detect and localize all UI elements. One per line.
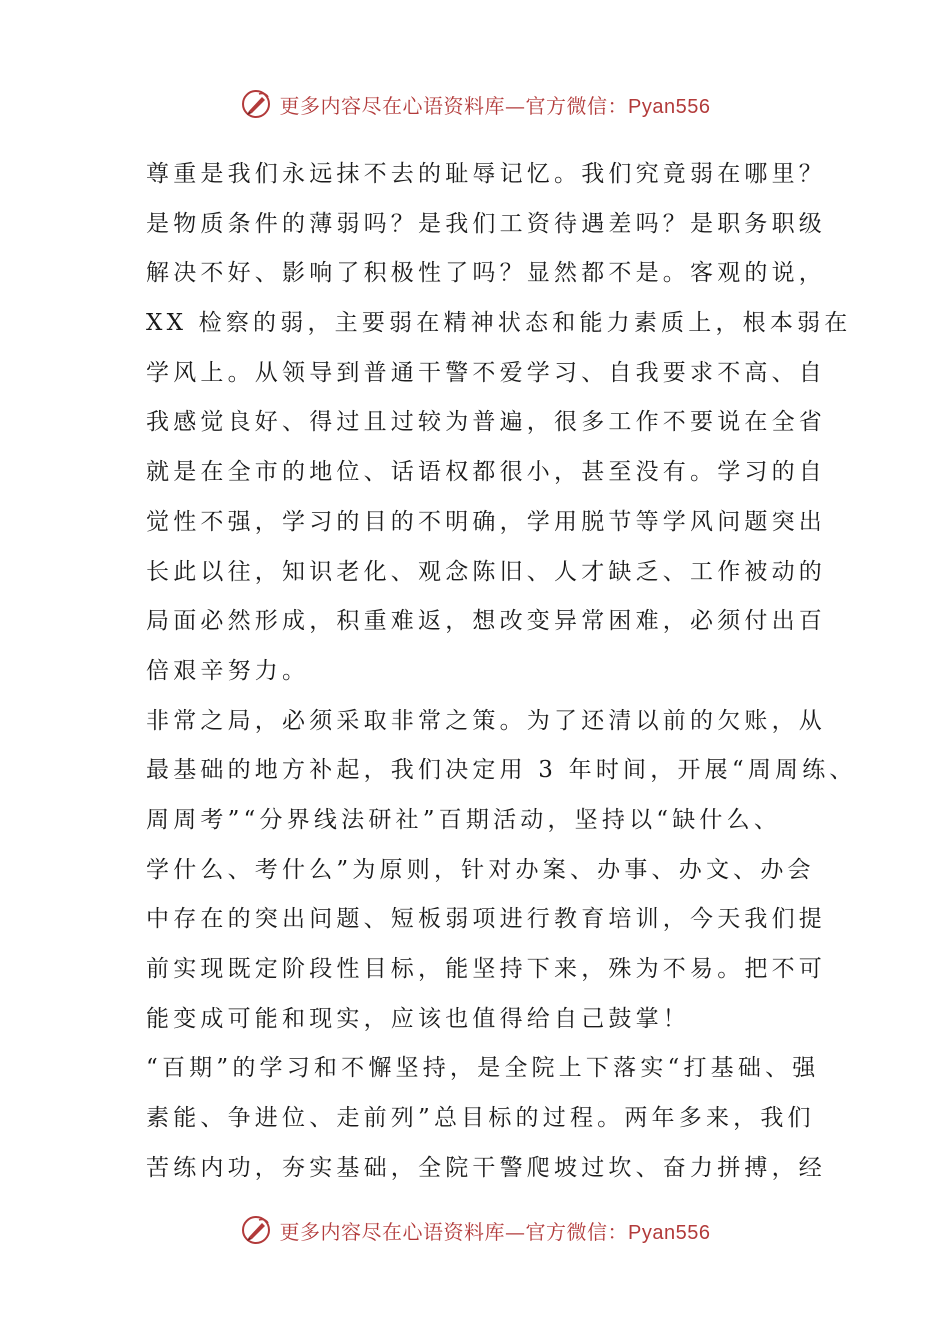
body-line: 素能、争进位、走前列”总目标的过程。两年多来，我们: [146, 1105, 815, 1132]
body-line: 非常之局，必须采取非常之策。为了还清以前的欠账，从: [146, 707, 826, 734]
body-line: XX 检察的弱，主要弱在精神状态和能力素质上，根本弱在: [146, 310, 852, 337]
body-line: 尊重是我们永远抹不去的耻辱记忆。我们究竟弱在哪里？: [146, 161, 826, 187]
pen-logo-icon: [240, 1214, 272, 1246]
body-line: 最基础的地方补起，我们决定用 3 年时间，开展“周周练、: [146, 757, 857, 784]
body-line: 中存在的突出问题、短板弱项进行教育培训，今天我们提: [146, 906, 826, 933]
body-line: 我感觉良好、得过且过较为普遍，很多工作不要说在全省: [146, 409, 826, 436]
body-line: 学什么、考什么”为原则，针对办案、办事、办文、办会: [146, 856, 815, 883]
header-wechat-id: Pyan556: [628, 95, 711, 118]
body-line: 解决不好、影响了积极性了吗？显然都不是。客观的说，: [146, 260, 826, 287]
footer-banner-text: [280, 1216, 711, 1245]
body-line: 就是在全市的地位、话语权都很小，甚至没有。学习的自: [146, 459, 826, 486]
footer-wechat-id: Pyan556: [628, 1221, 711, 1244]
header-banner-label: 更多内容尽在心语资料库—官方微信：: [279, 93, 629, 118]
header-watermark-banner: [0, 84, 950, 124]
body-line: 长此以往，知识老化、观念陈旧、人才缺乏、工作被动的: [146, 558, 826, 585]
footer-watermark-banner: [0, 1210, 950, 1250]
body-line: 前实现既定阶段性目标，能坚持下来，殊为不易。把不可: [146, 956, 826, 982]
header-banner-text: [280, 90, 711, 119]
body-line: 局面必然形成，积重难返，想改变异常困难，必须付出百: [146, 608, 826, 635]
body-line: “百期”的学习和不懈坚持，是全院上下落实“打基础、强: [146, 1055, 820, 1082]
body-line: 倍艰辛努力。: [146, 657, 310, 684]
body-line: 能变成可能和现实，应该也值得给自己鼓掌！: [146, 1005, 690, 1032]
document-body: [146, 150, 857, 1193]
footer-banner-label: 更多内容尽在心语资料库—官方微信：: [279, 1219, 629, 1244]
body-line: 学风上。从领导到普通干警不爱学习、自我要求不高、自: [146, 359, 826, 386]
body-line: 是物质条件的薄弱吗？是我们工资待遇差吗？是职务职级: [146, 210, 826, 237]
body-line: 周周考”“分界线法研社”百期活动，坚持以“缺什么、: [146, 806, 782, 833]
body-line: 苦练内功，夯实基础，全院干警爬坡过坎、奋力拼搏，经: [146, 1154, 826, 1181]
pen-logo-icon: [240, 88, 272, 120]
body-line: 觉性不强，学习的目的不明确，学用脱节等学风问题突出: [146, 508, 826, 535]
